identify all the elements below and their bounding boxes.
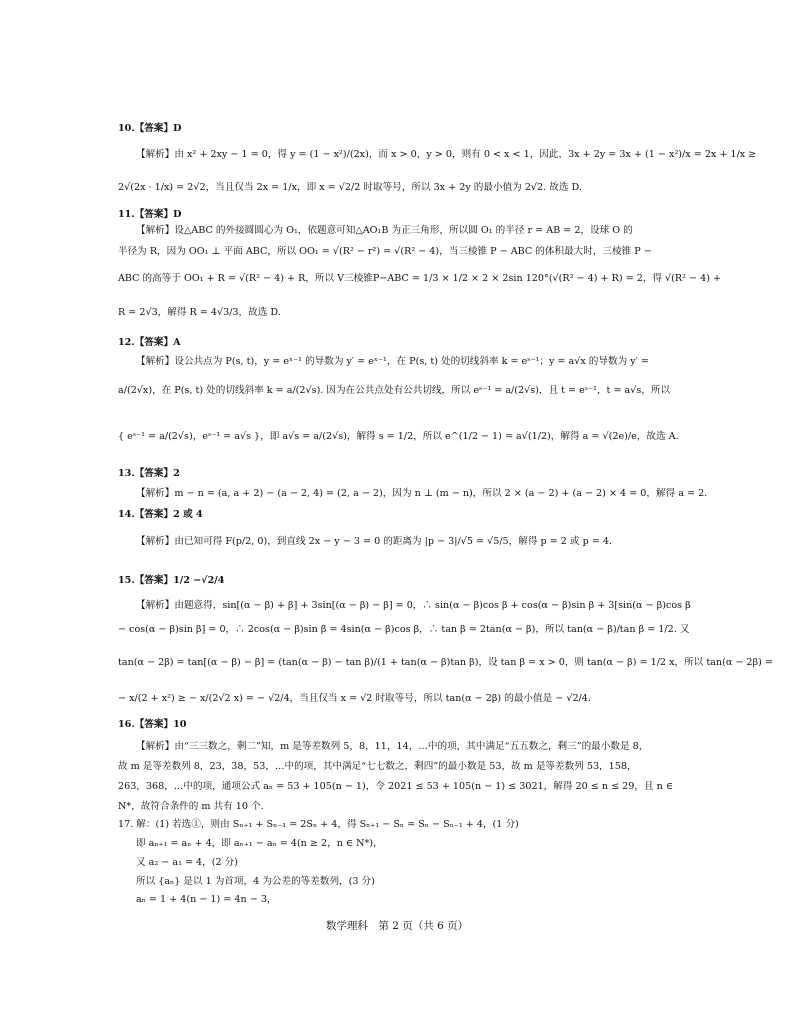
answer-10: 10.【答案】D	[118, 123, 182, 134]
solution-15-line-2: − cos(α − β)sin β] = 0，∴ 2cos(α − β)sin β = 4sin(α − β)cos β，∴ tan β = 2tan(α − β)，所以 tan(α − β)/tan β = 1/2. 又	[118, 624, 690, 635]
solution-14-line-1: 【解析】由已知可得 F(p/2, 0)，到直线 2x − y − 3 = 0 的距离为 |p − 3|/√5 = √5/5，解得 p = 2 或 p = 4.	[136, 536, 612, 547]
solution-12-line-1: 【解析】设公共点为 P(s, t)，y = eˣ⁻¹ 的导数为 y′ = eˣ⁻¹，在 P(s, t) 处的切线斜率 k = eˢ⁻¹；y = a√x 的导数为 y′ =	[136, 356, 649, 367]
solution-12-line-3: { eˢ⁻¹ = a/(2√s)，eˢ⁻¹ = a√s }，即 a√s = a/(2√s)，解得 s = 1/2，所以 e^(1/2 − 1) = a√(1/2)，解得 a = √(2e)/e，故选 A.	[118, 431, 679, 442]
solution-17-line-3: 又 a₂ − a₁ = 4，(2 分)	[136, 857, 238, 868]
answer-11: 11.【答案】D	[118, 209, 182, 220]
solution-17-line-5: aₙ = 1 + 4(n − 1) = 4n − 3，	[136, 894, 277, 905]
answer-16: 16.【答案】10	[118, 719, 187, 730]
page-footer: 数学理科 第 2 页（共 6 页）	[325, 920, 469, 932]
solution-11-line-3: ABC 的高等于 OO₁ + R = √(R² − 4) + R，所以 V三棱锥P−ABC = 1/3 × 1/2 × 2 × 2sin 120°(√(R² − 4) + R) = 2，得 √(R² − 4) +	[118, 273, 722, 284]
solution-10-line-2: 2√(2x · 1/x) = 2√2，当且仅当 2x = 1/x，即 x = √2/2 时取等号，所以 3x + 2y 的最小值为 2√2. 故选 D.	[118, 182, 582, 193]
solution-15-line-4: − x/(2 + x²) ≥ − x/(2√2 x) = − √2/4，当且仅当 x = √2 时取等号，所以 tan(α − 2β) 的最小值是 − √2/4.	[118, 693, 591, 704]
answer-14: 14.【答案】2 或 4	[118, 509, 203, 520]
answer-12: 12.【答案】A	[118, 337, 181, 348]
solution-12-line-2: a/(2√x)，在 P(s, t) 处的切线斜率 k = a/(2√s). 因为在公共点处有公共切线，所以 eˢ⁻¹ = a/(2√s)，且 t = eˢ⁻¹，t = a√s，所以	[118, 385, 671, 396]
solution-16-line-2: 故 m 是等差数列 8，23，38，53，…中的项，其中满足“七七数之，剩四”的最小数是 53，故 m 是等差数列 53，158，	[118, 761, 637, 772]
solution-16-line-1: 【解析】由“三三数之，剩二”知，m 是等差数列 5，8，11，14，…中的项，其中满足“五五数之，剩三”的最小数是 8，	[136, 741, 649, 752]
solution-16-line-4: N*，故符合条件的 m 共有 10 个.	[118, 801, 264, 812]
answer-13: 13.【答案】2	[118, 468, 180, 479]
solution-17-line-2: 即 aₙ₊₁ = aₙ + 4，即 aₙ₊₁ − aₙ = 4(n ≥ 2，n ∈ N*)，	[136, 838, 383, 849]
solution-13-line-1: 【解析】m − n = (a, a + 2) − (a − 2, 4) = (2, a − 2)，因为 n ⊥ (m − n)，所以 2 × (a − 2) + (a − 2) × 4 = 0，解得 a = 2.	[136, 488, 708, 499]
solution-16-line-3: 263，368，…中的项，通项公式 aₙ = 53 + 105(n − 1)，令 2021 ≤ 53 + 105(n − 1) ≤ 3021，解得 20 ≤ n ≤ 29，且 n ∈	[118, 781, 673, 792]
solution-15-line-3: tan(α − 2β) = tan[(α − β) − β] = (tan(α − β) − tan β)/(1 + tan(α − β)tan β)，设 tan β = x > 0，则 tan(α − β) = 1/2 x，所以 tan(α − 2β) =	[118, 657, 773, 668]
answer-15: 15.【答案】1/2 −√2/4	[118, 575, 225, 586]
solution-17-line-4: 所以 {aₙ} 是以 1 为首项，4 为公差的等差数列，(3 分)	[136, 876, 375, 887]
solution-11-line-4: R = 2√3，解得 R = 4√3/3，故选 D.	[118, 307, 281, 318]
solution-11-line-2: 半径为 R，因为 OO₁ ⊥ 平面 ABC，所以 OO₁ = √(R² − r²) = √(R² − 4)，当三棱锥 P − ABC 的体积最大时，三棱锥 P −	[118, 246, 652, 257]
solution-11-line-1: 【解析】设△ABC 的外接圆圆心为 O₁，依题意可知△AO₁B 为正三角形，所以圆 O₁ 的半径 r = AB = 2，设球 O 的	[136, 225, 633, 236]
solution-17-line-1: 17. 解：(1) 若选①，则由 Sₙ₊₁ + Sₙ₋₁ = 2Sₙ + 4，得 Sₙ₊₁ − Sₙ = Sₙ − Sₙ₋₁ + 4，(1 分)	[118, 819, 519, 830]
solution-10-line-1: 【解析】由 x² + 2xy − 1 = 0，得 y = (1 − x²)/(2x)，而 x > 0，y > 0，则有 0 < x < 1，因此，3x + 2y = 3x + (1 − x²)/x = 2x + 1/x ≥	[136, 149, 757, 160]
solution-15-line-1: 【解析】由题意得，sin[(α − β) + β] + 3sin[(α − β) − β] = 0，∴ sin(α − β)cos β + cos(α − β)sin β + 3[sin(α − β)cos β	[136, 600, 691, 611]
